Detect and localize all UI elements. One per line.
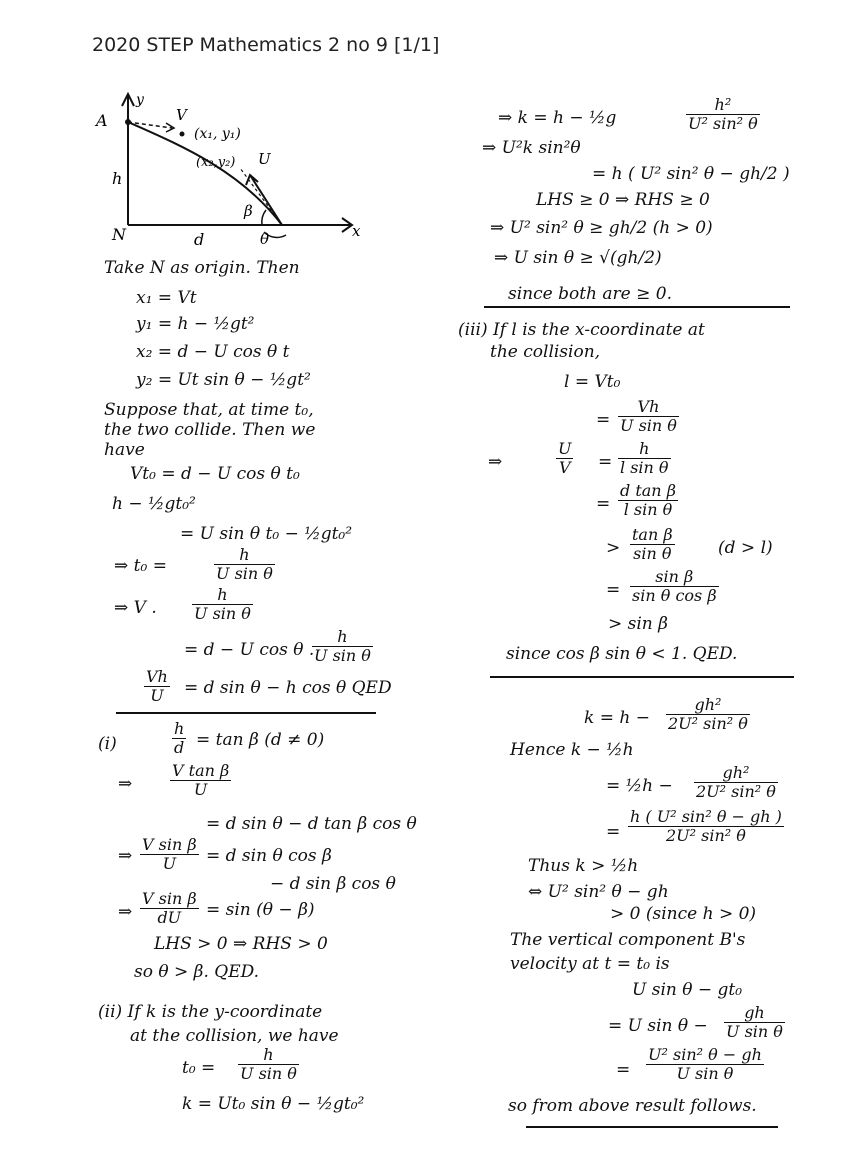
equation-line: > sin β [608,614,668,634]
label-y-axis: y [136,92,144,108]
text-line: The vertical component B's [510,930,746,950]
equation-line: = d sin θ − h cos θ QED [184,678,392,698]
equation-line: = d sin θ cos β [206,846,332,866]
equation-line: ⇒ [118,902,133,922]
fraction: $\frac{Vh}{\text{U sin θ}}$ [620,397,677,435]
equation-line: = [616,1060,631,1080]
equation-line: x₁ = Vt [136,288,197,308]
divider [490,676,794,678]
equation-line: > [606,538,621,558]
fraction: $\frac{h}{d}$ [174,719,185,757]
equation-line: t₀ = [182,1058,216,1078]
equation-line: = h ( U² sin² θ − gh/2 ) [592,164,790,184]
equation-line: LHS > 0 ⇒ RHS > 0 [154,934,328,954]
equation-line: = [598,452,613,472]
fraction: $\frac{gh}{\text{U sin θ}}$ [726,1003,783,1041]
fraction: $\frac{\text{d tan β}}{\text{l sin θ}}$ [620,481,676,519]
label-U: U [258,150,271,168]
text-line: the collision, [490,342,601,362]
fraction: $\frac{\text{sin β}}{\text{sin θ cos β}}$ [632,567,717,605]
trajectory-diagram [90,90,370,250]
equation-line: = tan β (d ≠ 0) [196,730,325,750]
equation-line: ⇒ [488,452,503,472]
equation-line: k = Ut₀ sin θ − ½gt₀² [182,1094,365,1114]
equation-line: = U sin θ − [608,1016,708,1036]
equation-line: l = Vt₀ [564,372,621,392]
divider [116,712,376,714]
divider [526,1126,778,1128]
equation-line: U sin θ − gt₀ [632,980,743,1000]
equation-line: Thus k > ½h [528,856,639,876]
divider [484,306,790,308]
equation-line: ⇔ U² sin² θ − gh [528,882,669,902]
label-N: N [112,225,126,244]
equation-line: y₁ = h − ½gt² [136,314,255,334]
equation-line: y₂ = Ut sin θ − ½gt² [136,370,311,390]
equation-line: ⇒ [118,846,133,866]
equation-line: x₂ = d − U cos θ t [136,342,290,362]
fraction: $\frac{h}{\text{U sin θ}}$ [194,585,251,623]
equation-line: ⇒ V . [114,598,157,618]
label-A: A [96,111,108,130]
fraction: $\frac{\text{gh²}}{\text{2U² sin² θ}}$ [696,763,776,801]
equation-line: ⇒ [118,774,133,794]
label-point-2: (x₂,y₂) [196,155,236,170]
fraction: $\frac{h}{\text{U sin θ}}$ [314,627,371,665]
equation-line: LHS ≥ 0 ⇒ RHS ≥ 0 [536,190,710,210]
equation-line: Hence k − ½h [510,740,634,760]
fraction: $\frac{h}{\text{U sin θ}}$ [240,1045,297,1083]
text-line: (iii) If l is the x-coordinate at [458,320,705,340]
text-line: the two collide. Then we [104,420,316,440]
equation-line: = ½h − [606,776,673,796]
equation-line: ⇒ k = h − ½g [498,108,617,128]
text-line: velocity at t = t₀ is [510,954,670,974]
part-label: (i) [98,734,117,754]
equation-line: ⇒ U sin θ ≥ √(gh/2) [494,248,662,268]
equation-line: Vt₀ = d − U cos θ t₀ [130,464,300,484]
fraction: $\frac{\text{gh²}}{\text{2U² sin² θ}}$ [668,695,748,733]
equation-line: ⇒ U²k sin²θ [482,138,581,158]
text-line: at the collision, we have [130,1026,339,1046]
fraction: $\frac{\text{tan β}}{\text{sin θ}}$ [632,525,673,563]
fraction: $\frac{\text{V sin β}}{U}$ [142,835,197,873]
fraction: $\frac{\text{V tan β}}{U}$ [172,761,230,799]
equation-line: = [596,410,611,430]
equation-line: k = h − [584,708,650,728]
fraction: $\frac{\text{U² sin² θ − gh}}{\text{U sin θ}}$ [648,1045,762,1083]
equation-line: = sin (θ − β) [206,900,315,920]
label-d: d [194,230,205,249]
fraction: $\frac{\text{h²}}{\text{U² sin² θ}}$ [688,95,758,133]
fraction: $\frac{h}{\text{U sin θ}}$ [216,545,273,583]
equation-line: = d sin θ − d tan β cos θ [206,814,417,834]
label-beta: β [244,202,253,220]
page-title: 2020 STEP Mathematics 2 no 9 [1/1] [92,34,440,56]
equation-line: > 0 (since h > 0) [610,904,757,924]
equation-line: = [596,494,611,514]
equation-line: ⇒ U² sin² θ ≥ gh/2 (h > 0) [490,218,713,238]
equation-line: h − ½gt₀² [112,494,196,514]
fraction: $\frac{\text{h ( U² sin² θ − gh )}}{\text{2U² sin² θ}}$ [630,807,782,845]
equation-line: = [606,580,621,600]
label-h: h [112,169,123,188]
label-point-1: (x₁, y₁) [194,126,241,142]
fraction: $\frac{Vh}{U}$ [146,667,168,705]
label-theta: θ [260,230,270,248]
equation-line: = [606,822,621,842]
equation-line: = d − U cos θ . [184,640,315,660]
text-line: since cos β sin θ < 1. QED. [506,644,738,664]
text-line: (ii) If k is the y-coordinate [98,1002,323,1022]
text-line: have [104,440,145,460]
equation-line: − d sin β cos θ [270,874,396,894]
equation-line: so θ > β. QED. [134,962,260,982]
fraction: $\frac{U}{V}$ [558,439,572,477]
text-line: Take N as origin. Then [104,258,300,278]
label-x-axis: x [352,222,361,240]
fraction: $\frac{\text{V sin β}}{dU}$ [142,889,197,927]
label-V: V [176,106,187,124]
equation-line: = U sin θ t₀ − ½gt₀² [180,524,353,544]
text-line: since both are ≥ 0. [508,284,672,304]
equation-line: (d > l) [718,538,773,558]
text-line: Suppose that, at time t₀, [104,400,314,420]
text-line: so from above result follows. [508,1096,757,1116]
equation-line: ⇒ t₀ = [114,556,167,576]
fraction: $\frac{h}{\text{l sin θ}}$ [620,439,669,477]
